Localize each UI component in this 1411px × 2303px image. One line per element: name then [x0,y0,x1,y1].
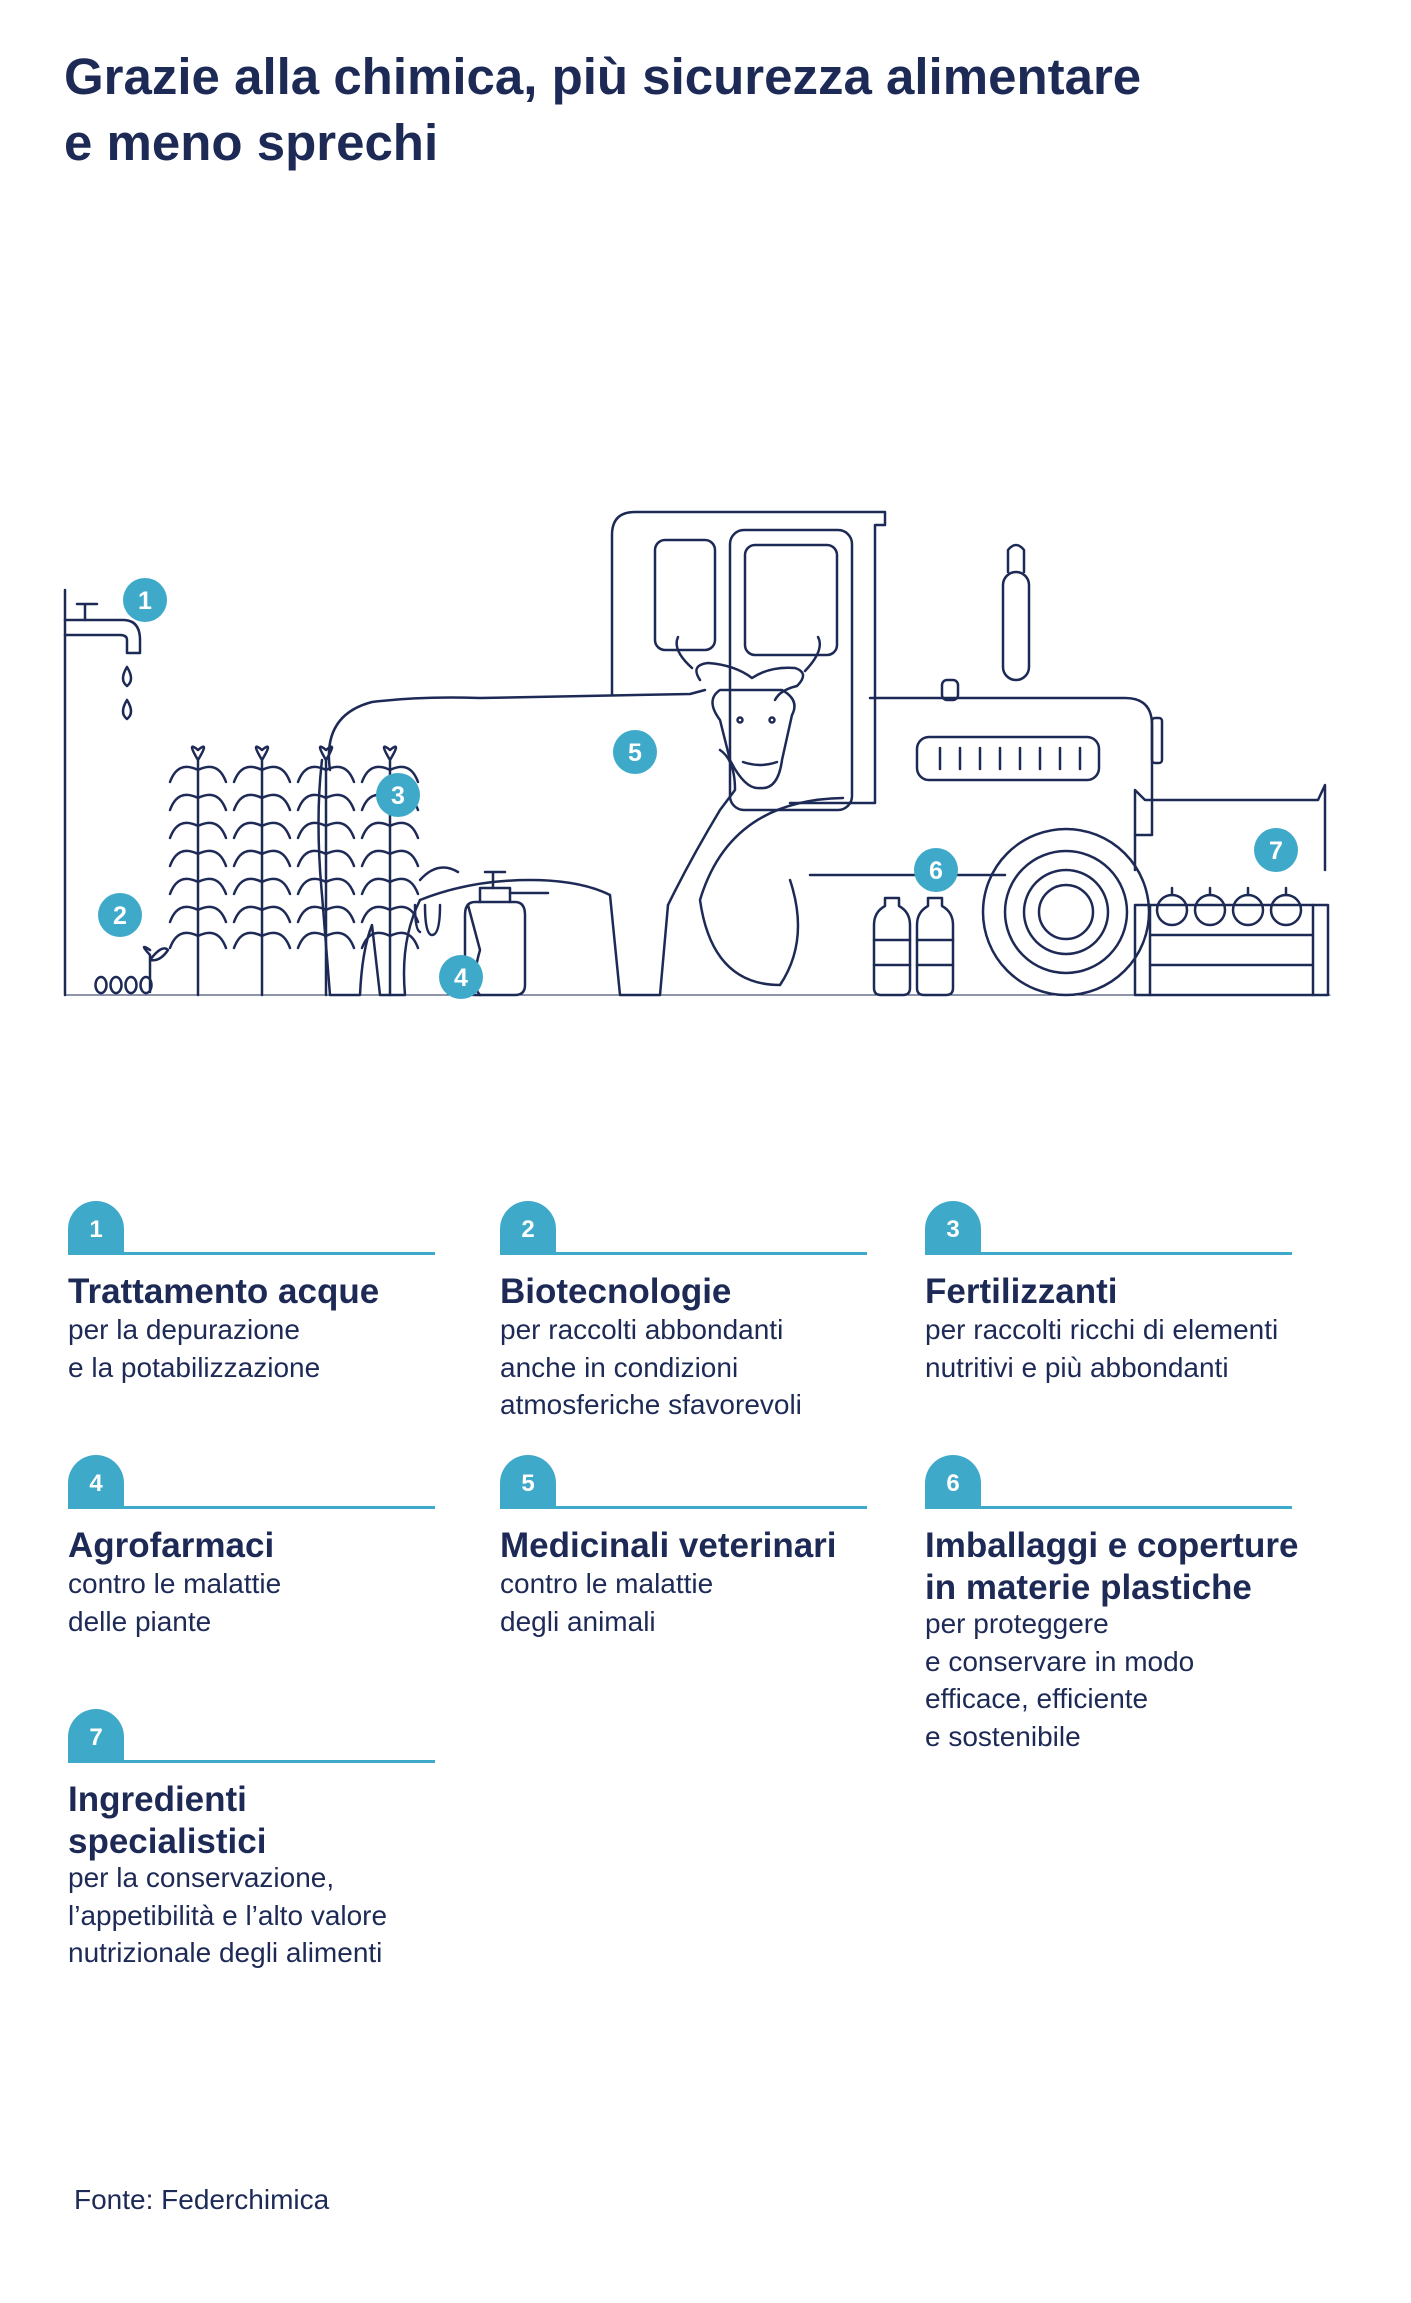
legend-title [925,1525,1325,1609]
legend-title [500,1525,900,1567]
source-credit: Fonte: Federchimica [74,2184,330,2215]
legend-title-line: Trattamento acque [68,1272,380,1311]
legend-desc-line: e sostenibile [925,1720,1081,1752]
title-line-1: Grazie alla chimica, più sicurezza alimentare [64,48,1142,105]
legend-title-line: Medicinali veterinari [500,1526,837,1565]
legend-title [68,1271,468,1313]
legend-number-badge: 3 [925,1201,981,1254]
legend-title [925,1271,1325,1313]
title-line-2: e meno sprechi [64,114,439,171]
legend-title-line: specialistici [68,1822,267,1861]
diagram-marker-2 [98,893,142,937]
legend-number-badge: 2 [500,1201,556,1254]
legend-number-badge: 1 [68,1201,124,1254]
legend-number-badge: 4 [68,1455,124,1508]
marker-label-1: 1 [138,587,152,615]
legend-rule [925,1506,1292,1509]
legend-desc-line: e la potabilizzazione [68,1351,321,1383]
marker-label-7: 7 [1269,837,1283,865]
legend-title [68,1779,468,1863]
legend-title-line: Imballaggi e coperture [925,1526,1299,1565]
legend-desc-line: per proteggere [925,1608,1109,1639]
legend-title-line: Agrofarmaci [68,1526,275,1565]
diagram-marker-7 [1254,828,1298,872]
legend-description [925,1311,1325,1386]
farm-illustration [0,0,1411,1060]
legend-title-line: Biotecnologie [500,1272,732,1311]
legend-rule [500,1506,867,1509]
legend-description [500,1565,900,1640]
marker-label-6: 6 [929,857,943,885]
legend-rule [68,1760,435,1763]
diagram-marker-5 [613,730,657,774]
legend-number-badge: 6 [925,1455,981,1508]
legend-desc-line: e conservare in modo [925,1645,1195,1677]
apple-crate-icon [1135,785,1328,995]
marker-label-5: 5 [628,739,642,767]
legend-title [68,1525,468,1567]
legend-desc-line: nutrizionale degli alimenti [68,1937,383,1968]
legend-title-line: in materie plastiche [925,1568,1252,1607]
seedling-icon [96,947,169,993]
legend-desc-line: degli animali [500,1605,656,1637]
marker-label-3: 3 [391,782,405,810]
legend-desc-line: atmosferiche sfavorevoli [500,1389,802,1420]
legend-title-line: Ingredienti [68,1780,247,1819]
legend-desc-line: contro le malattie [68,1568,282,1599]
legend-rule [68,1252,435,1255]
legend-desc-line: per la depurazione [68,1314,300,1345]
legend-desc-line: contro le malattie [500,1568,714,1599]
marker-label-4: 4 [454,964,468,992]
legend-desc-line: per raccolti abbondanti [500,1314,784,1345]
legend-desc-line: per raccolti ricchi di elementi [925,1314,1279,1345]
legend-description [68,1859,468,1972]
legend-desc-line: anche in condizioni [500,1351,739,1383]
legend-description [925,1605,1325,1755]
legend-desc-line: nutritivi e più abbondanti [925,1351,1229,1383]
diagram-marker-4 [439,955,483,999]
legend-number-badge: 5 [500,1455,556,1508]
legend-rule [500,1252,867,1255]
diagram-marker-1 [123,578,167,622]
legend-desc-line: l’appetibilità e l’alto valore [68,1899,388,1931]
legend-number-badge: 7 [68,1709,124,1762]
legend-title-line: Fertilizzanti [925,1272,1118,1311]
diagram-marker-6 [914,848,958,892]
legend-rule [68,1506,435,1509]
legend-description [68,1311,468,1386]
marker-label-2: 2 [113,902,127,930]
bottles-icon [874,898,953,995]
legend-desc-line: delle piante [68,1605,212,1637]
legend-desc-line: efficace, efficiente [925,1683,1149,1714]
legend-description [500,1311,900,1424]
legend-desc-line: per la conservazione, [68,1862,335,1893]
legend-description [68,1565,468,1640]
legend-rule [925,1252,1292,1255]
diagram-marker-3 [376,773,420,817]
tractor-icon [612,512,1162,995]
legend-title [500,1271,900,1313]
